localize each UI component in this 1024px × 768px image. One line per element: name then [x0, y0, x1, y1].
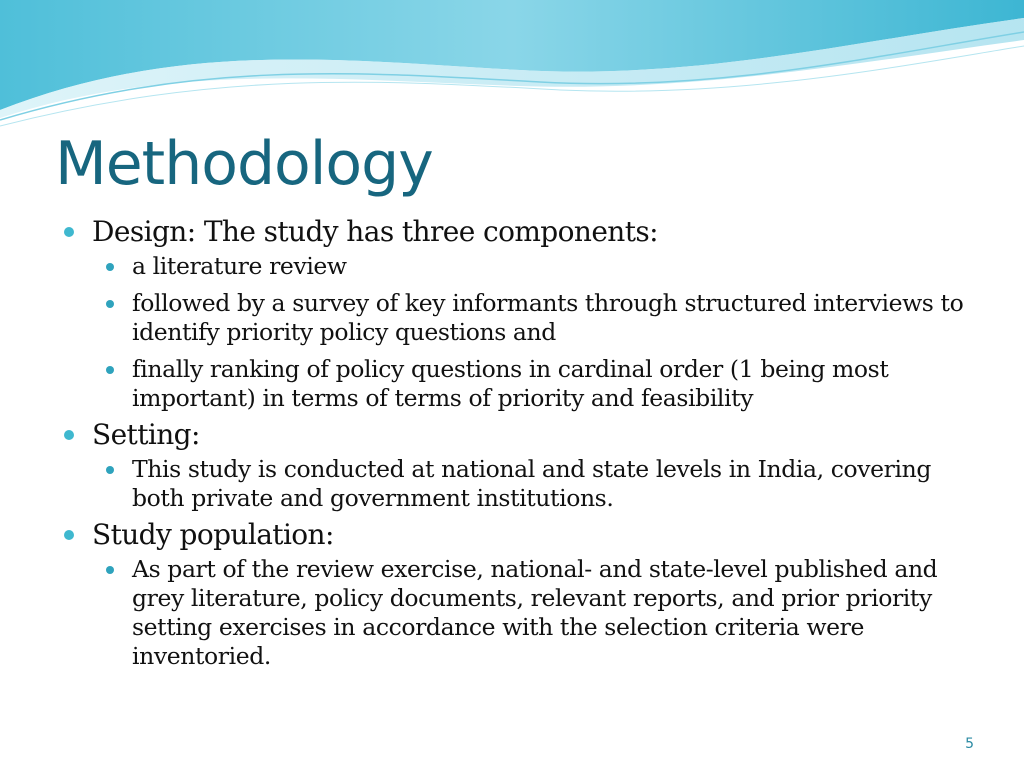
bullet-text: Setting:: [92, 418, 200, 451]
sub-bullet-list: [92, 555, 982, 671]
bullet-dot-icon: [64, 227, 74, 237]
bullet-study-population: [62, 517, 982, 671]
sub-bullet-text: As part of the review exercise, national- and state-level published and grey literature, policy documents, relevant reports, and prior priority setting exercises in accordance with the selection criteria were inventoried.: [132, 555, 938, 670]
bullet-list: [62, 214, 982, 675]
bullet-dot-icon: [106, 263, 114, 271]
sub-bullet-list: [92, 252, 982, 413]
bullet-text: Study population:: [92, 518, 334, 551]
sub-bullet-text: followed by a survey of key informants through structured interviews to identify priority policy questions and: [132, 289, 964, 346]
bullet-dot-icon: [64, 430, 74, 440]
bullet-dot-icon: [106, 366, 114, 374]
sub-bullet: [104, 252, 982, 281]
bullet-dot-icon: [106, 300, 114, 308]
bullet-dot-icon: [106, 566, 114, 574]
sub-bullet-text: finally ranking of policy questions in cardinal order (1 being most important) in terms of terms of priority and feasibility: [132, 355, 889, 412]
sub-bullet: [104, 289, 982, 347]
sub-bullet-text: This study is conducted at national and state levels in India, covering both private and government institutions.: [132, 455, 932, 512]
sub-bullet-list: [92, 455, 982, 513]
header-wave-decoration: [0, 0, 1024, 130]
sub-bullet-text: a literature review: [132, 252, 347, 280]
slide-title: Methodology: [55, 129, 433, 199]
sub-bullet: [104, 455, 982, 513]
sub-bullet: [104, 355, 982, 413]
sub-bullet: [104, 555, 982, 671]
bullet-setting: [62, 417, 982, 513]
page-number: 5: [965, 736, 974, 752]
bullet-design: [62, 214, 982, 413]
bullet-dot-icon: [106, 466, 114, 474]
bullet-dot-icon: [64, 530, 74, 540]
bullet-text: Design: The study has three components:: [92, 215, 658, 248]
